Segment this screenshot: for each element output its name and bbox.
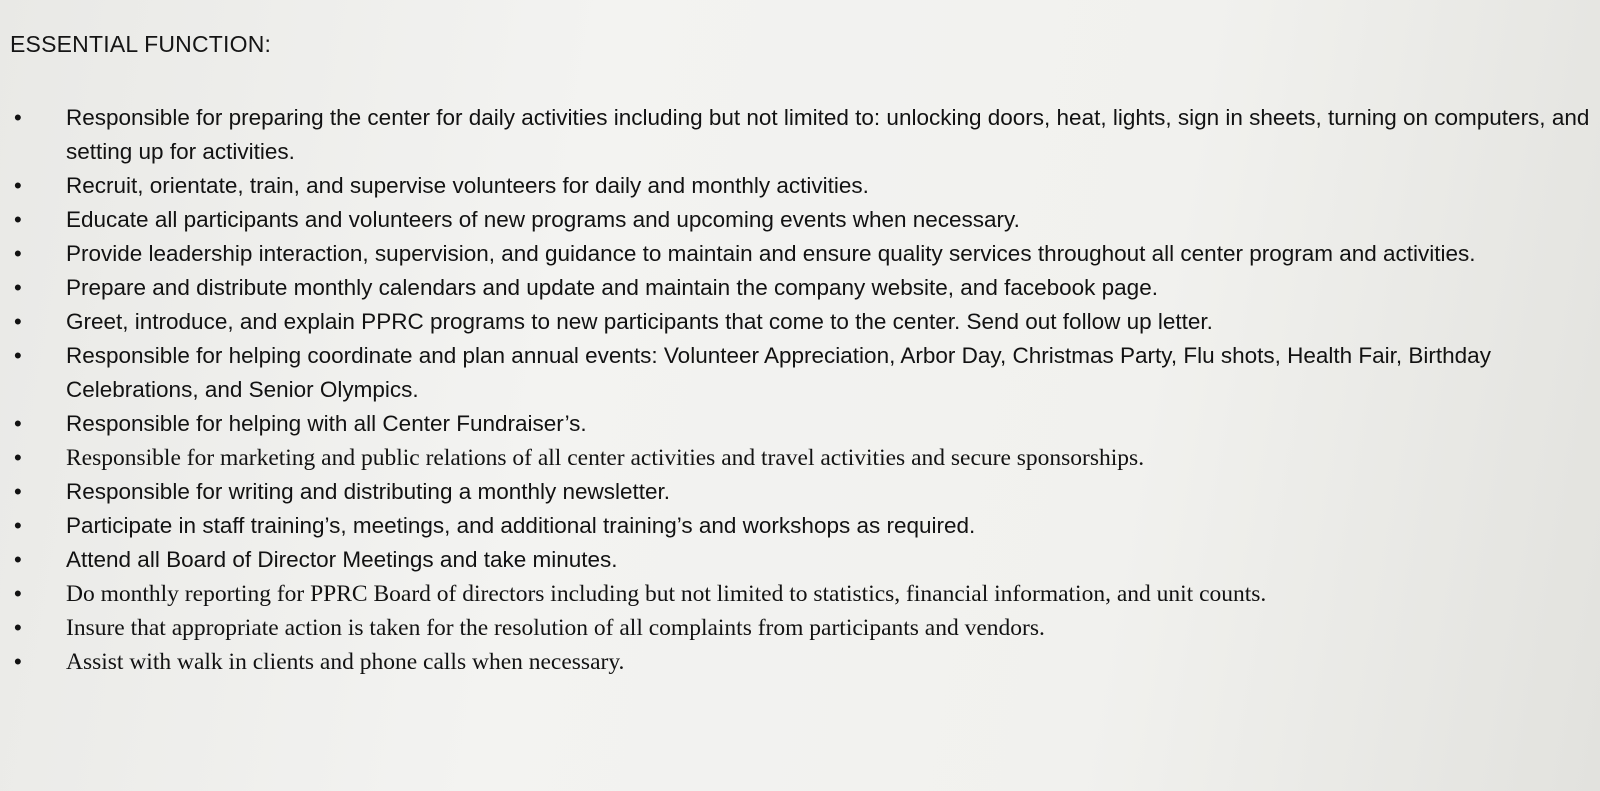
list-item — [0, 339, 1590, 407]
essential-functions-list — [0, 101, 1590, 679]
list-item-text: Greet, introduce, and explain PPRC programs to new participants that come to the center. Send out follow up letter. — [66, 309, 1213, 334]
list-item — [0, 203, 1590, 237]
bullet-icon: • — [14, 615, 22, 640]
list-item-text: Assist with walk in clients and phone calls when necessary. — [66, 649, 625, 675]
bullet-icon: • — [14, 207, 22, 232]
list-item-text: Educate all participants and volunteers of new programs and upcoming events when necessary. — [66, 207, 1020, 232]
list-item-text: Responsible for marketing and public relations of all center activities and travel activities and secure sponsorships. — [66, 445, 1145, 471]
list-item — [0, 237, 1590, 271]
bullet-icon: • — [14, 547, 22, 572]
bullet-icon: • — [14, 513, 22, 538]
list-item-text: Responsible for helping coordinate and plan annual events: Volunteer Appreciation, Arbor Day, Christmas Party, Flu shots, Health Fair, Birthday Celebrations, and Senior Olympics. — [66, 343, 1491, 402]
list-item-text: Attend all Board of Director Meetings and take minutes. — [66, 547, 618, 572]
list-item — [0, 169, 1590, 203]
bullet-icon: • — [14, 309, 22, 334]
list-item-text: Responsible for helping with all Center Fundraiser’s. — [66, 411, 587, 436]
bullet-icon: • — [14, 343, 22, 368]
list-item — [0, 407, 1590, 441]
bullet-icon: • — [14, 275, 22, 300]
list-item — [0, 441, 1590, 475]
list-item — [0, 305, 1590, 339]
list-item-text: Responsible for preparing the center for daily activities including but not limited to: unlocking doors, heat, lights, sign in sheets, turning on computers, and setting up for activities. — [66, 105, 1590, 164]
list-item — [0, 577, 1590, 611]
list-item — [0, 543, 1590, 577]
list-item — [0, 645, 1590, 679]
list-item — [0, 475, 1590, 509]
bullet-icon: • — [14, 105, 22, 130]
list-item-text: Recruit, orientate, train, and supervise volunteers for daily and monthly activities. — [66, 173, 869, 198]
list-item — [0, 509, 1590, 543]
bullet-icon: • — [14, 479, 22, 504]
list-item-text: Prepare and distribute monthly calendars and update and maintain the company website, and facebook page. — [66, 275, 1158, 300]
list-item-text: Do monthly reporting for PPRC Board of directors including but not limited to statistics, financial information, and unit counts. — [66, 581, 1267, 607]
bullet-icon: • — [14, 411, 22, 436]
list-item-text: Participate in staff training’s, meetings, and additional training’s and workshops as required. — [66, 513, 976, 538]
bullet-icon: • — [14, 445, 22, 470]
list-item-text: Responsible for writing and distributing a monthly newsletter. — [66, 479, 671, 504]
list-item — [0, 101, 1590, 169]
list-item — [0, 611, 1590, 645]
list-item-text: Provide leadership interaction, supervision, and guidance to maintain and ensure quality services throughout all center program and activities. — [66, 241, 1476, 266]
bullet-icon: • — [14, 581, 22, 606]
bullet-icon: • — [14, 173, 22, 198]
bullet-icon: • — [14, 649, 22, 674]
bullet-icon: • — [14, 241, 22, 266]
list-item — [0, 271, 1590, 305]
section-heading: ESSENTIAL FUNCTION: — [10, 31, 272, 57]
list-item-text: Insure that appropriate action is taken for the resolution of all complaints from participants and vendors. — [66, 615, 1045, 641]
